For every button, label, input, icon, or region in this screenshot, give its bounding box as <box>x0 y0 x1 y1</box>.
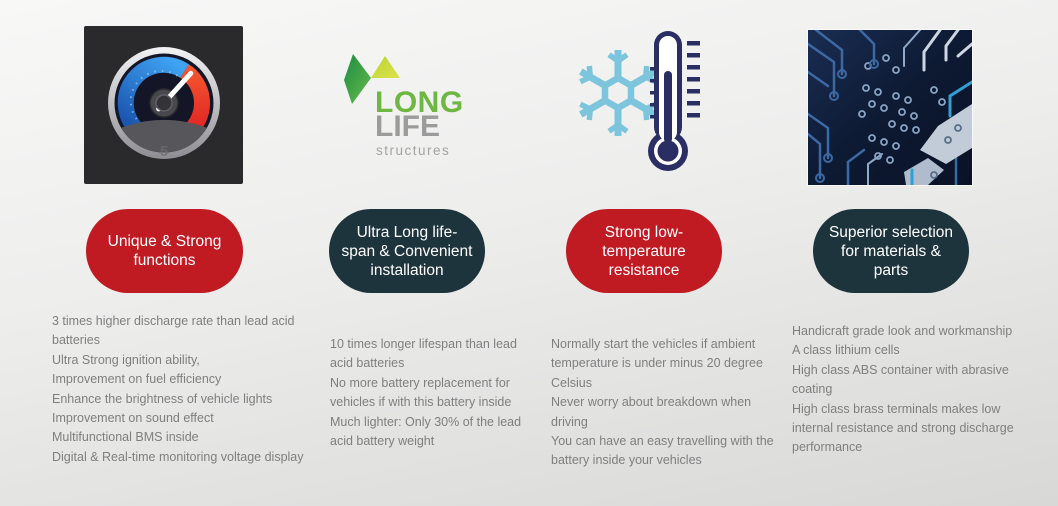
feature-item: High class brass terminals makes low internal resistance and strong discharge performance <box>792 401 1014 455</box>
speedometer-gauge-icon <box>84 26 243 184</box>
feature-item: Digital & Real-time monitoring voltage display <box>52 449 304 464</box>
logo-text-life: LIFE <box>375 110 440 143</box>
gauge-digit: 5 <box>159 143 169 160</box>
feature-item: Handicraft grade look and workmanship <box>792 324 1013 338</box>
badge-line: for materials & <box>841 242 941 260</box>
feature-item: Improvement on fuel efficiency <box>52 372 222 387</box>
badge-low-temperature-resistance <box>566 209 722 293</box>
feature-list-unique-strong <box>52 312 307 467</box>
feature-item: You can have an easy travelling with the battery inside your vehicles <box>551 434 774 468</box>
feature-item: 10 times longer lifespan than lead acid batteries <box>330 337 517 371</box>
feature-item: Enhance the brightness of vehicle lights <box>52 391 273 406</box>
badge-line: span & Convenient <box>341 242 473 260</box>
logo-text-long: LONG <box>375 86 464 119</box>
feature-item: Improvement on sound effect <box>52 411 214 426</box>
badge-line: Unique & Strong <box>107 233 222 250</box>
badge-line: installation <box>370 261 444 279</box>
long-life-structures-logo <box>342 50 482 165</box>
badge-unique-strong-functions <box>86 209 243 293</box>
badge-superior-materials <box>813 209 969 293</box>
feature-list-low-temperature <box>551 335 781 471</box>
feature-item: Much lighter: Only 30% of the lead acid battery weight <box>330 414 522 449</box>
feature-list-superior-materials <box>792 322 1027 458</box>
snowflake-thermometer-icon <box>566 26 701 178</box>
circuit-board-photo <box>808 30 972 185</box>
feature-item: A class lithium cells <box>792 343 900 358</box>
badge-line: functions <box>133 252 196 269</box>
badge-ultra-long-lifespan <box>329 209 485 293</box>
feature-list-long-lifespan <box>330 335 535 451</box>
logo-text-structures: structures <box>376 143 451 158</box>
feature-item: No more battery replacement for vehicles if with this battery inside <box>330 375 512 410</box>
badge-line: Ultra Long life- <box>356 223 458 241</box>
badge-line: Strong low- <box>604 223 684 241</box>
feature-item: 3 times higher discharge rate than lead acid batteries <box>52 314 295 348</box>
badge-line: Superior selection <box>828 223 954 241</box>
badge-line: temperature <box>602 242 686 260</box>
feature-item: Never worry about breakdown when driving <box>551 395 752 429</box>
badge-line: parts <box>873 261 909 279</box>
feature-item: High class ABS container with abrasive coating <box>792 362 1009 397</box>
feature-item: Ultra Strong ignition ability, <box>52 352 200 367</box>
feature-item: Multifunctional BMS inside <box>52 430 199 445</box>
thermometer-icon <box>648 31 700 171</box>
feature-item: Normally start the vehicles if ambient temperature is under minus 20 degree Celsius <box>551 337 763 390</box>
badge-line: resistance <box>608 261 680 279</box>
